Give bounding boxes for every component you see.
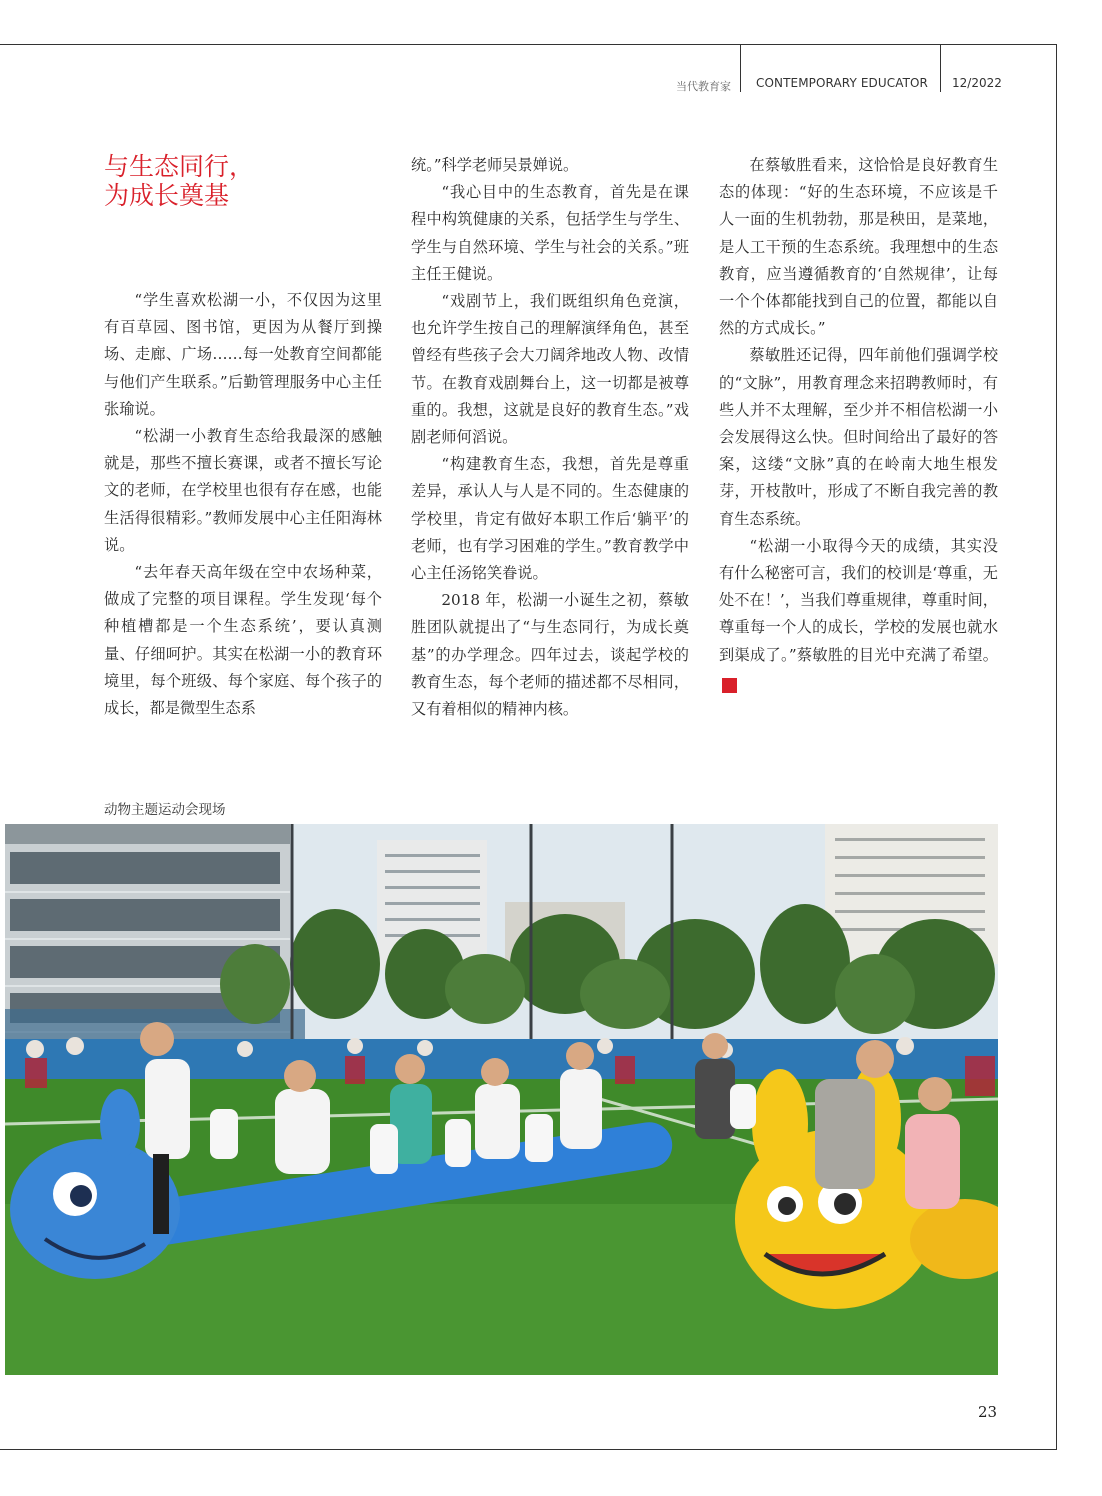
section-title-line: 与生态同行，: [104, 152, 255, 181]
paragraph: [719, 533, 998, 696]
paragraph: “戏剧节上，我们既组织角色竞演，也允许学生按自己的理解演绎角色，甚至曾经有些孩子会大刀阔斧地改人物、改情节。在教育戏剧舞台上，这一切都是被尊重的。我想，这就是良好的教育生态。”戏剧老师何滔说。: [411, 292, 689, 447]
sports-day-illustration: [5, 824, 998, 1375]
magazine-name-en: CONTEMPORARY EDUCATOR: [756, 76, 928, 90]
paragraph: “我心目中的生态教育，首先是在课程中构筑健康的关系，包括学生与学生、学生与自然环境、学生与社会的关系。”班主任王健说。: [411, 183, 689, 283]
page-frame-top: [0, 44, 1057, 45]
sports-day-photo: [5, 824, 998, 1375]
page-frame-right: [1056, 44, 1057, 1450]
photo-caption: 动物主题运动会现场: [104, 802, 226, 818]
end-mark-icon: 家: [722, 678, 737, 693]
article-column-3: [719, 152, 998, 696]
header-divider: [940, 44, 941, 92]
paragraph: “松湖一小教育生态给我最深的感触就是，那些不擅长赛课，或者不擅长写论文的老师，在学校里也很有存在感，也能生活得很精彩。”教师发展中心主任阳海林说。: [104, 427, 382, 554]
paragraph: 2018 年，松湖一小诞生之初，蔡敏胜团队就提出了“与生态同行，为成长奠基”的办学理念。四年过去，谈起学校的教育生态，每个老师的描述都不尽相同，又有着相似的精神内核。: [411, 591, 689, 719]
section-title-line: 为成长奠基: [104, 181, 230, 210]
magazine-name-cn: 当代教育家: [676, 80, 731, 93]
article-column-1: [104, 287, 382, 722]
page-frame-bottom: [0, 1449, 1057, 1450]
paragraph: “去年春天高年级在空中农场种菜，做成了完整的项目课程。学生发现‘每个种植槽都是一个生态系统’，要认真测量、仔细呵护。其实在松湖一小的教育环境里，每个班级、每个家庭、每个孩子的成长，都是微型生态系: [104, 563, 382, 718]
page-number: 23: [978, 1403, 998, 1421]
paragraph: “学生喜欢松湖一小，不仅因为这里有百草园、图书馆，更因为从餐厅到操场、走廊、广场……每一处教育空间都能与他们产生联系。”后勤管理服务中心主任张瑜说。: [104, 291, 382, 418]
paragraph: 蔡敏胜还记得，四年前他们强调学校的“文脉”，用教育理念来招聘教师时，有些人并不太理解，至少并不相信松湖一小会发展得这么快。但时间给出了最好的答案，这缕“文脉”真的在岭南大地生根发芽，开枝散叶，形成了不断自我完善的教育生态系统。: [719, 346, 998, 528]
paragraph: “构建教育生态，我想，首先是尊重差异，承认人与人是不同的。生态健康的学校里，肯定有做好本职工作后‘躺平’的老师，也有学习困难的学生。”教育教学中心主任汤铭笑眷说。: [411, 455, 689, 583]
section-title: [104, 152, 254, 210]
article-column-2: [411, 152, 689, 723]
paragraph-continuation: 统。”科学老师吴景婵说。: [411, 156, 579, 174]
header-divider: [740, 44, 741, 92]
paragraph-text: “松湖一小取得今天的成绩，其实没有什么秘密可言，我们的校训是‘尊重，无处不在！’，当我们尊重规律，尊重时间，尊重每一个人的成长，学校的发展也就水到渠成了。”蔡敏胜的目光中充满了希望。: [719, 536, 998, 664]
paragraph: 在蔡敏胜看来，这恰恰是良好教育生态的体现：“好的生态环境，不应该是千人一面的生机勃勃，那是秧田，是菜地，是人工干预的生态系统。我理想中的生态教育，应当遵循教育的‘自然规律’，让每一个个体都能找到自己的位置，都能以自然的方式成长。”: [719, 156, 998, 338]
issue-number: 12/2022: [952, 76, 1002, 90]
